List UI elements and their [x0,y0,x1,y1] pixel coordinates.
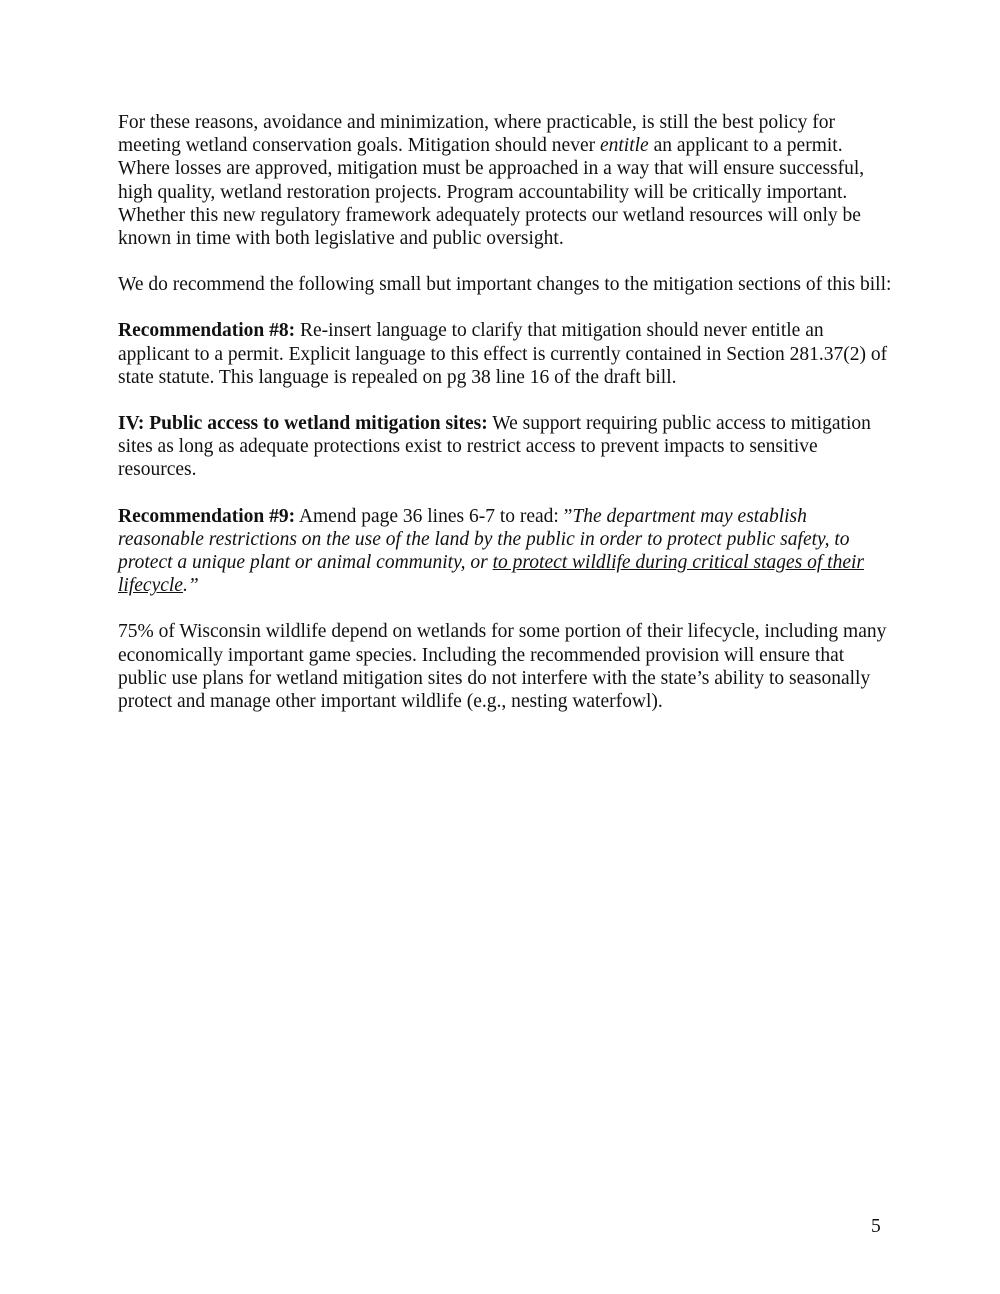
quoted-amendment: The department may establish reasonable restrictions on the use of the land by the public in order to protect public safety, to protect a unique plant or animal community, or [118,505,850,574]
underlined-amendment: to protect wildlife during critical stages of their lifecycle [118,552,865,597]
paragraph-text: an applicant to a permit. Where losses are approved, mitigation must be approached in a way that will ensure successful, high quality, wetland restoration projects. Program accountability will be critically important. Whether this new regulatory framework adequately protects our wetland resources will only be known in time with both legislative and public oversight. [118,135,865,250]
paragraph-recommendation-9 [118,505,893,598]
page-number: 5 [871,1216,881,1237]
emphasis-entitle: entitle [599,135,649,157]
quote-end: .” [182,575,199,597]
recommendation-8-label: Recommendation #8: [118,320,296,342]
paragraph-text: Re-insert language to clarify that mitigation should never entitle an applicant to a permit. Explicit language to this effect is currently contained in Section 281.37(2) of state statute. This language is repealed on pg 38 line 16 of the draft bill. [118,320,888,388]
paragraph-avoidance-policy [118,111,893,250]
paragraph-text: For these reasons, avoidance and minimization, where practicable, is still the best policy for meeting wetland conservation goals. Mitigation should never [118,112,835,157]
paragraph-text: 75% of Wisconsin wildlife depend on wetlands for some portion of their lifecycle, including many economically important game species. Including the recommended provision will ensure that public use plans for wetland mitigation sites do not interfere with the state’s ability to seasonally protect and manage other important wildlife (e.g., nesting waterfowl). [118,621,887,713]
paragraph-text: Amend page 36 lines 6-7 to read: ” [295,505,573,527]
paragraph-wildlife [118,620,893,713]
recommendation-9-label: Recommendation #9: [118,505,296,527]
paragraph-text: We support requiring public access to mitigation sites as long as adequate protections exist to restrict access to prevent impacts to sensitive resources. [118,413,871,481]
paragraph-text: We do recommend the following small but important changes to the mitigation sections of this bill: [118,274,892,296]
section-iv-heading: IV: Public access to wetland mitigation sites: [118,413,488,435]
document-body [118,111,893,736]
paragraph-recommend-intro [118,273,893,296]
paragraph-public-access [118,412,893,482]
paragraph-recommendation-8 [118,319,893,389]
